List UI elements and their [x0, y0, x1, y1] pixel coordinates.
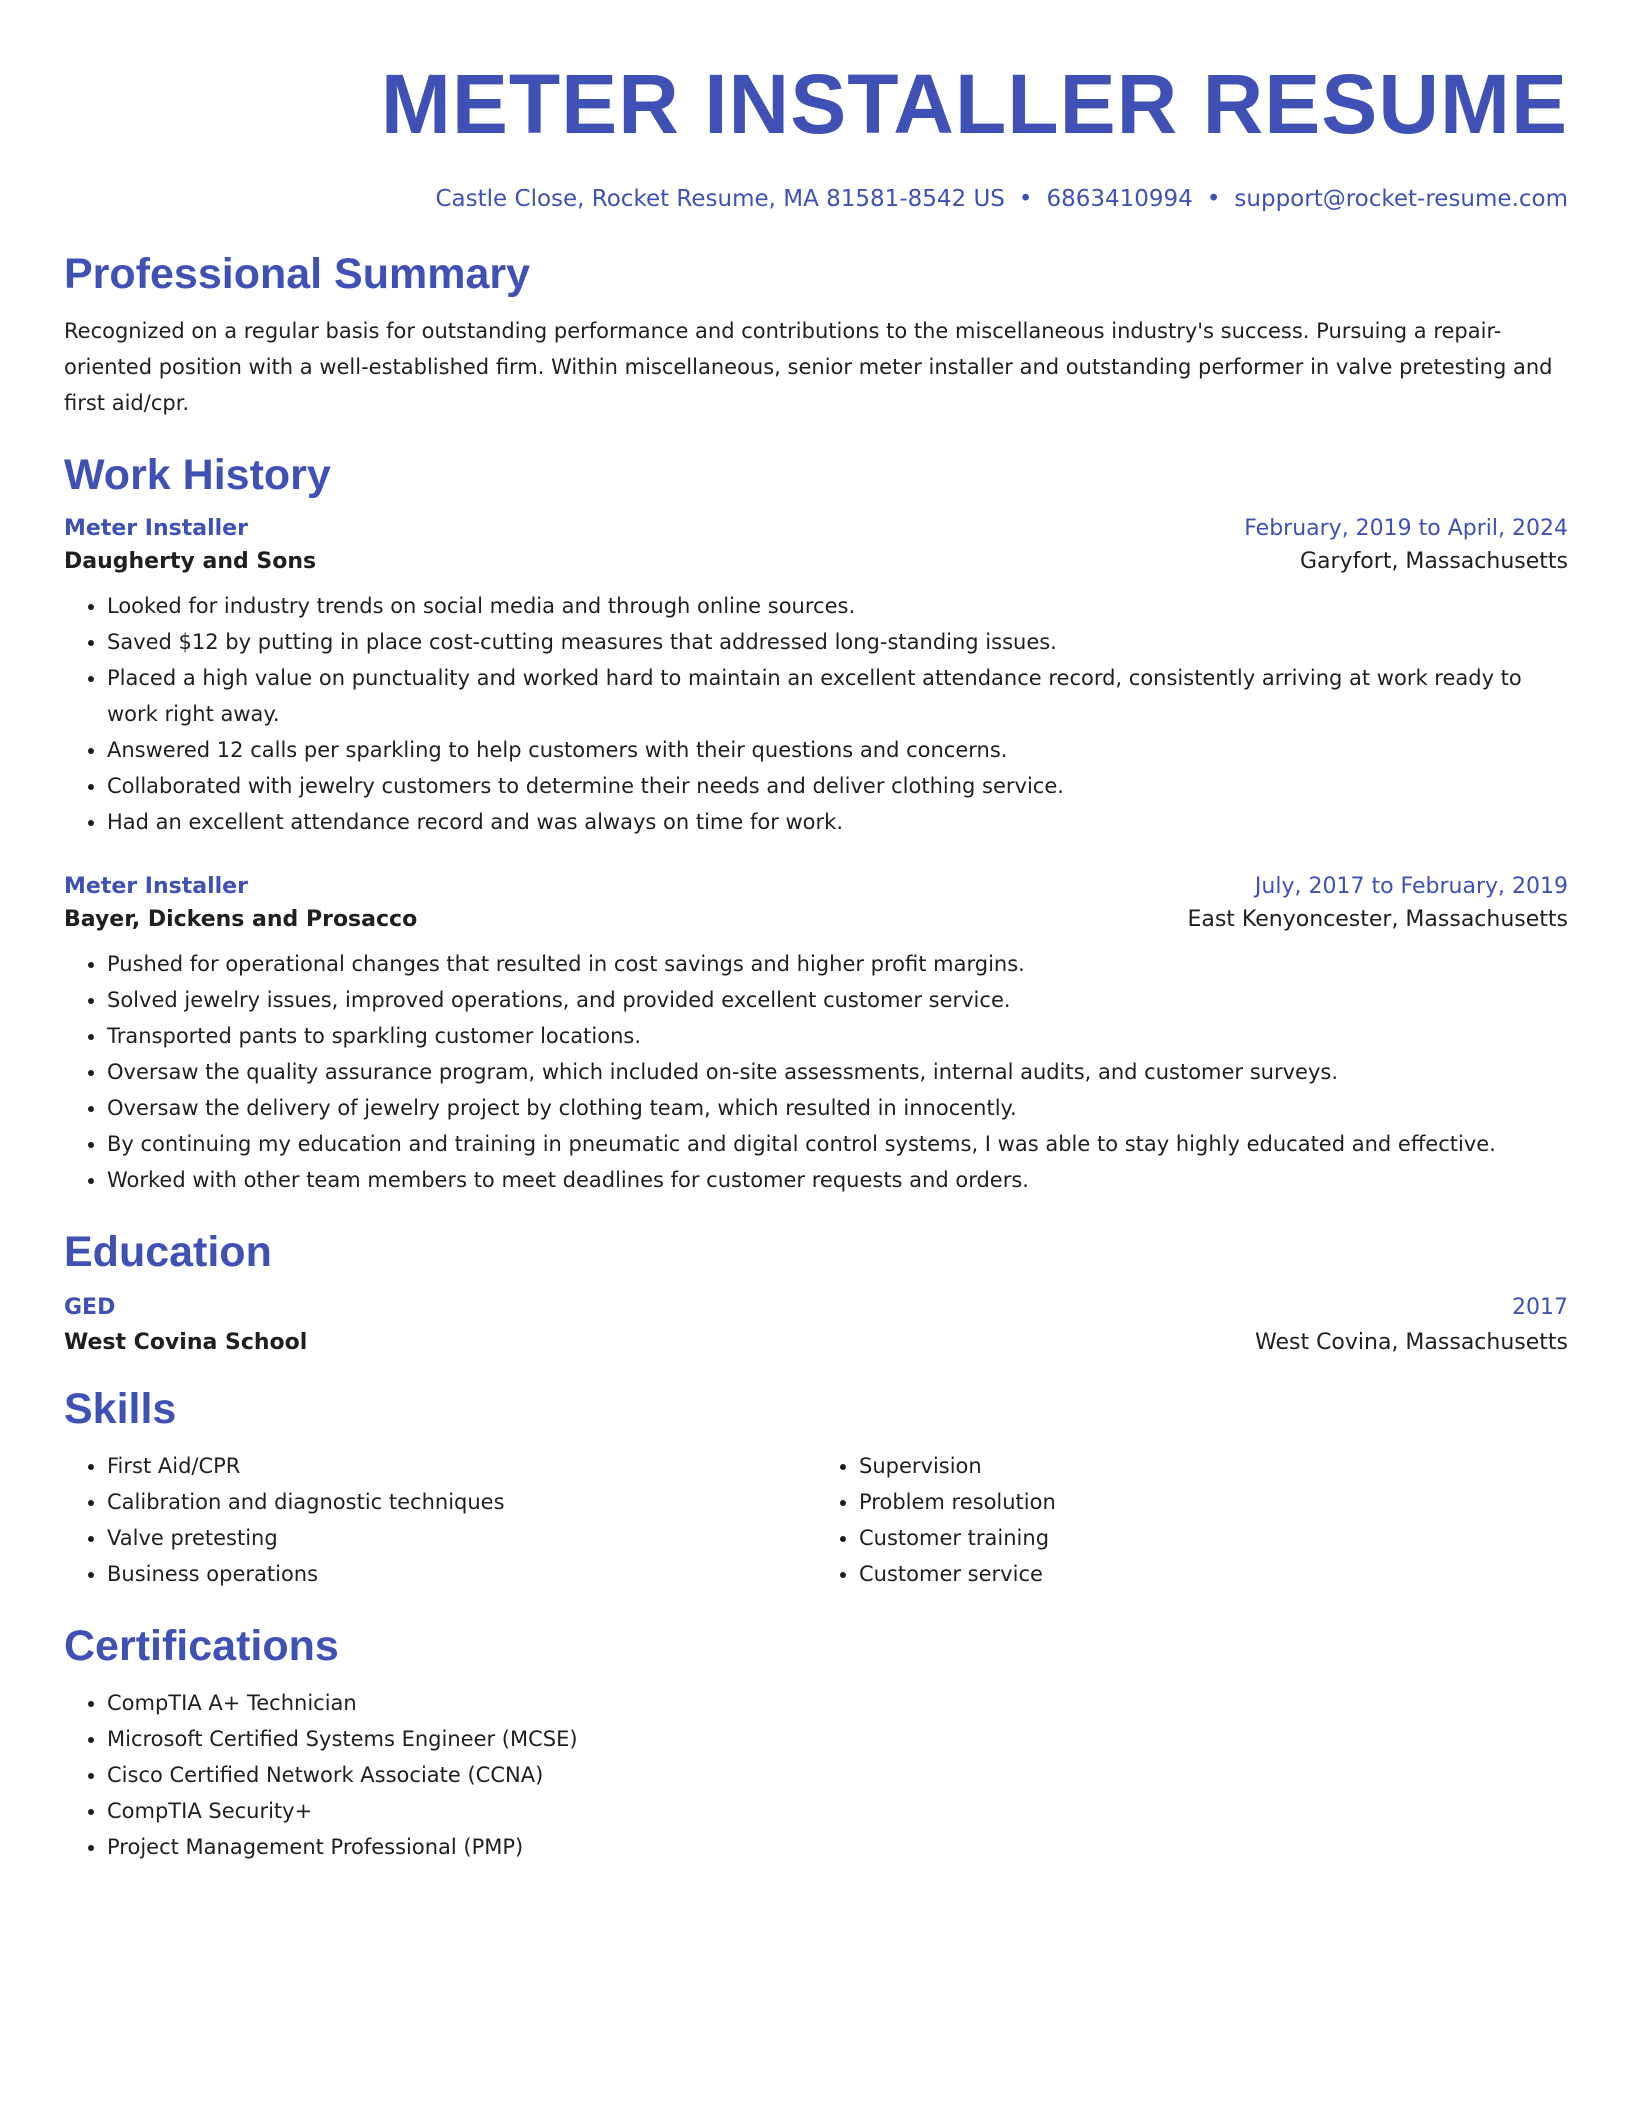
list-item: • Collaborated with jewelry customers to determine their needs and deliver clothing service.	[107, 768, 1568, 804]
school-name: West Covina School	[64, 1330, 308, 1355]
job-entry	[64, 874, 1568, 1198]
school-location: West Covina, Massachusetts	[1254, 1330, 1568, 1355]
list-item: • Answered 12 calls per sparkling to help customers with their questions and concerns.	[107, 732, 1568, 768]
separator-dot: •	[1206, 186, 1221, 212]
company-name: Daugherty and Sons	[64, 549, 317, 574]
list-item: • Supervision	[859, 1448, 1568, 1484]
list-item: • Microsoft Certified Systems Engineer (MCSE)	[107, 1721, 1568, 1757]
list-item: • Solved jewelry issues, improved operations, and provided excellent customer service.	[107, 982, 1568, 1018]
list-item: • Calibration and diagnostic techniques	[107, 1484, 816, 1520]
list-item: • Saved $12 by putting in place cost-cutting measures that addressed long-standing issues.	[107, 624, 1568, 660]
list-item: • Had an excellent attendance record and was always on time for work.	[107, 804, 1568, 840]
job-bullets	[64, 588, 1568, 840]
section-title-summary: Professional Summary	[64, 250, 531, 298]
list-item: • Oversaw the delivery of jewelry project by clothing team, which resulted in innocently.	[107, 1090, 1568, 1126]
job-dates: February, 2019 to April, 2024	[1244, 516, 1568, 541]
job-location: East Kenyoncester, Massachusetts	[1187, 907, 1568, 932]
section-title-education: Education	[64, 1228, 272, 1276]
job-title: Meter Installer	[64, 874, 248, 899]
job-entry	[64, 516, 1568, 840]
list-item: • Valve pretesting	[107, 1520, 816, 1556]
list-item: • Pushed for operational changes that resulted in cost savings and higher profit margins.	[107, 946, 1568, 982]
list-item: • Looked for industry trends on social media and through online sources.	[107, 588, 1568, 624]
section-title-skills: Skills	[64, 1385, 177, 1433]
list-item: • Business operations	[107, 1556, 816, 1592]
skills-list-left	[64, 1448, 816, 1592]
list-item: • Worked with other team members to meet deadlines for customer requests and orders.	[107, 1162, 1568, 1198]
job-location: Garyfort, Massachusetts	[1299, 549, 1568, 574]
certifications-list	[64, 1685, 1568, 1865]
resume-header	[64, 0, 1568, 212]
job-dates: July, 2017 to February, 2019	[1254, 874, 1568, 899]
list-item: • Cisco Certified Network Associate (CCNA)	[107, 1757, 1568, 1793]
company-name: Bayer, Dickens and Prosacco	[64, 907, 418, 932]
phone: 6863410994	[1046, 186, 1193, 212]
list-item: • CompTIA A+ Technician	[107, 1685, 1568, 1721]
list-item: • Customer training	[859, 1520, 1568, 1556]
skills-list-right	[816, 1448, 1568, 1592]
summary-text: Recognized on a regular basis for outstanding performance and contributions to the miscellaneous industry's success. Pursuing a repair-oriented position with a well-established firm. Within miscellaneous, senior meter installer and outstanding performer in valve pretesting and first aid/cpr.	[64, 319, 1553, 415]
list-item: • Placed a high value on punctuality and worked hard to maintain an excellent attendance record, consistently arriving at work ready to work right away.	[107, 660, 1568, 732]
list-item: • By continuing my education and training in pneumatic and digital control systems, I was able to stay highly educated and effective.	[107, 1126, 1568, 1162]
contact-line	[64, 186, 1568, 212]
list-item: • Problem resolution	[859, 1484, 1568, 1520]
list-item: • First Aid/CPR	[107, 1448, 816, 1484]
list-item: • CompTIA Security+	[107, 1793, 1568, 1829]
education-section	[64, 1228, 1568, 1355]
work-history-section	[64, 451, 1568, 1198]
address: Castle Close, Rocket Resume, MA 81581-8542 US	[435, 186, 1005, 212]
list-item: • Oversaw the quality assurance program, which included on-site assessments, internal audits, and customer surveys.	[107, 1054, 1568, 1090]
section-title-work-history: Work History	[64, 451, 331, 499]
email-link[interactable]: support@rocket-resume.com	[1234, 186, 1568, 212]
summary-section	[64, 250, 1568, 421]
resume-title: METER INSTALLER RESUME	[380, 57, 1568, 151]
section-title-certifications: Certifications	[64, 1622, 339, 1670]
separator-dot: •	[1018, 186, 1033, 212]
list-item: • Transported pants to sparkling customer locations.	[107, 1018, 1568, 1054]
job-title: Meter Installer	[64, 516, 248, 541]
skills-section	[64, 1385, 1568, 1592]
graduation-year: 2017	[1512, 1295, 1568, 1320]
list-item: • Project Management Professional (PMP)	[107, 1829, 1568, 1865]
list-item: • Customer service	[859, 1556, 1568, 1592]
degree: GED	[64, 1295, 116, 1320]
certifications-section	[64, 1622, 1568, 1865]
job-bullets	[64, 946, 1568, 1198]
